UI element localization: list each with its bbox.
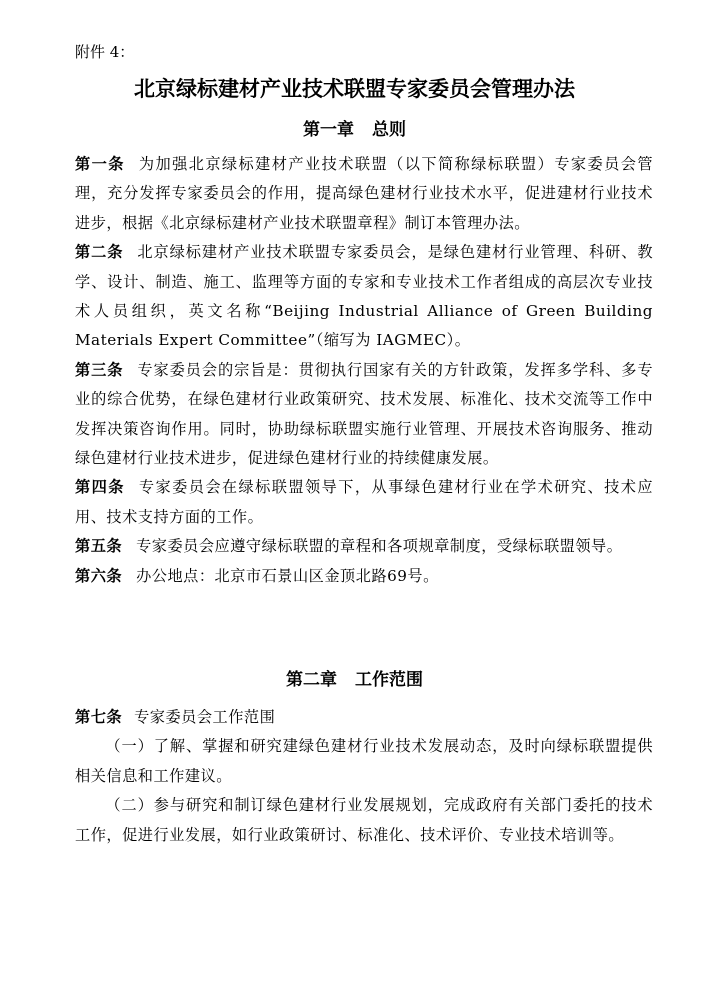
chapter-2-body: [75, 703, 653, 850]
article-1-text: 为加强北京绿标建材产业技术联盟（以下简称绿标联盟）专家委员会管理，充分发挥专家委员会的作用，提高绿色建材行业技术水平，促进建材行业技术进步，根据《北京绿标建材产业技术联盟章程》制订本管理办法。: [75, 155, 654, 232]
article-6-text: 办公地点：北京市石景山区金顶北路69号。: [136, 566, 439, 585]
chapter-2-number: 第二章: [286, 670, 337, 690]
article-5: [75, 532, 653, 561]
article-7: [75, 703, 653, 732]
article-7-item-1: （一）了解、掌握和研究建绿色建材行业技术发展动态，及时向绿标联盟提供相关信息和工作建议。: [75, 737, 653, 785]
article-1: [75, 150, 653, 238]
chapter-1-number: 第一章: [303, 120, 354, 140]
chapter-1-name: 总则: [372, 120, 406, 140]
chapter-2-name: 工作范围: [355, 670, 423, 690]
article-3-label: 第三条: [75, 360, 124, 379]
chapter-2-heading: [0, 667, 709, 693]
article-6-label: 第六条: [75, 566, 123, 585]
article-2: [75, 238, 653, 356]
document-title: 北京绿标建材产业技术联盟专家委员会管理办法: [134, 77, 575, 101]
article-7-text: 专家委员会工作范围: [134, 708, 276, 726]
article-5-text: 专家委员会应遵守绿标联盟的章程和各项规章制度，受绿标联盟领导。: [136, 537, 623, 556]
attachment-label: 附件 4：: [75, 43, 135, 61]
article-3-text: 专家委员会的宗旨是：贯彻执行国家有关的方针政策，发挥多学科、多专业的综合优势，在绿色建材行业政策研究、技术发展、标准化、技术交流等工作中发挥决策咨询作用。同时，协助绿标联盟实施行业管理、开展技术咨询服务、推动绿色建材行业技术进步，促进绿色建材行业的持续健康发展。: [75, 360, 654, 468]
article-2-text: 北京绿标建材产业技术联盟专家委员会，是绿色建材行业管理、科研、教学、设计、制造、施工、监理等方面的专家和专业技术工作者组成的高层次专业技术人员组织，英文名称“Beijing Industrial Alliance of Green Building Materials Expert Committee”（缩写为 IAGMEC）。: [75, 243, 654, 350]
article-7-label: 第七条: [75, 708, 123, 726]
article-4-text: 专家委员会在绿标联盟领导下，从事绿色建材行业在学术研究、技术应用、技术支持方面的工作。: [75, 478, 654, 526]
article-4-label: 第四条: [75, 478, 125, 497]
article-7-item-2: （二）参与研究和制订绿色建材行业发展规划，完成政府有关部门委托的技术工作，促进行业发展，如行业政策研讨、标准化、技术评价、专业技术培训等。: [75, 796, 653, 844]
article-2-label: 第二条: [75, 243, 124, 262]
article-6: [75, 562, 653, 591]
article-1-label: 第一条: [75, 155, 125, 173]
chapter-1-heading: [0, 117, 709, 143]
article-3: [75, 356, 653, 474]
article-5-label: 第五条: [75, 537, 123, 556]
article-4: [75, 473, 653, 532]
chapter-1-body: [75, 150, 653, 591]
